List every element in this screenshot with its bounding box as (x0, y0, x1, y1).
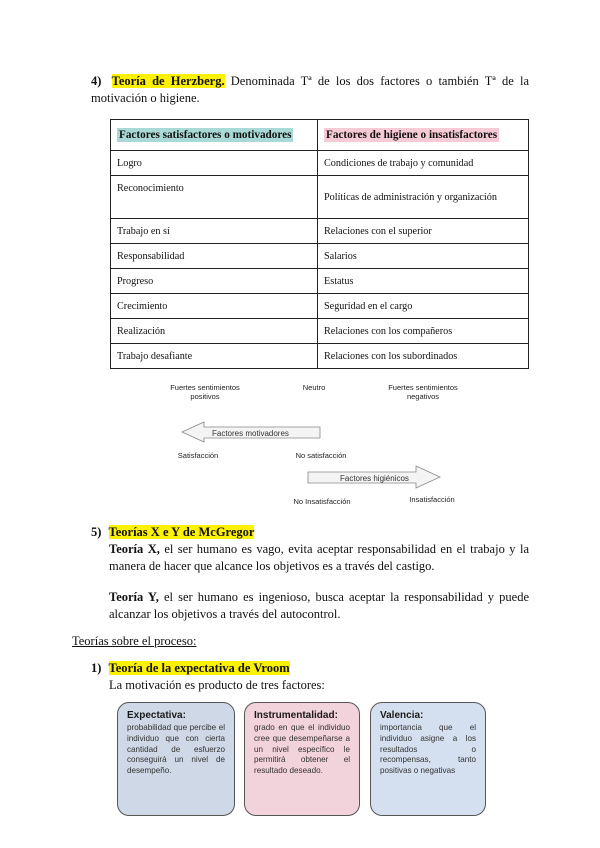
table-cell: Seguridad en el cargo (318, 294, 529, 319)
table-header-motivators: Factores satisfactores o motivadores (111, 120, 318, 151)
theory-x-label: Teoría X, (109, 542, 160, 556)
table-header-row (111, 120, 529, 151)
table-cell: Trabajo en sí (111, 219, 318, 244)
table-cell: Relaciones con los compañeros (318, 319, 529, 344)
table-row (111, 344, 529, 369)
diagram-satisfaction: Satisfacción (177, 451, 219, 460)
herzberg-table (110, 119, 529, 369)
diagram-no-satisfaction: No satisfacción (295, 451, 347, 460)
herzberg-description: Denominada Tª de los dos factores o también Tª de la motivación o higiene. (91, 74, 529, 105)
table-cell: Crecimiento (111, 294, 318, 319)
mcgregor-title: Teorías X e Y de McGregor (108, 525, 255, 539)
table-cell: Responsabilidad (111, 244, 318, 269)
diagram-neutral: Neutro (302, 383, 326, 392)
vroom-intro: La motivación es producto de tres factores: (109, 678, 325, 692)
table-cell: Condiciones de trabajo y comunidad (318, 151, 529, 176)
vroom-number: 1) (91, 661, 102, 675)
table-cell: Reconocimiento (111, 176, 318, 219)
motivators-arrow-label: Factores motivadores (212, 429, 289, 438)
hygiene-arrow-label: Factores higiénicos (340, 474, 409, 483)
table-row (111, 219, 529, 244)
herzberg-section (91, 73, 529, 107)
table-cell: Logro (111, 151, 318, 176)
card-body: importancia que el individuo asigne a los resultados o recompensas, tanto positivas o negativas (380, 723, 476, 776)
table-cell: Trabajo desafiante (111, 344, 318, 369)
mcgregor-theory-y (109, 589, 529, 623)
table-header-hygiene: Factores de higiene o insatisfactores (318, 120, 529, 151)
mcgregor-number: 5) (91, 525, 102, 539)
table-cell: Relaciones con el superior (318, 219, 529, 244)
table-cell: Estatus (318, 269, 529, 294)
card-title: Expectativa: (127, 710, 186, 721)
vroom-card-expectativa (117, 702, 235, 816)
table-row (111, 269, 529, 294)
card-title: Valencia: (380, 710, 424, 721)
table-cell: Realización (111, 319, 318, 344)
diagram-strong-positive: Fuertes sentimientos positivos (170, 383, 240, 401)
table-row (111, 319, 529, 344)
diagram-insatisfaction: Insatisfacción (409, 495, 455, 504)
table-cell: Relaciones con los subordinados (318, 344, 529, 369)
herzberg-title: Teoría de Herzberg. (111, 74, 225, 88)
vroom-card-valencia (370, 702, 486, 816)
table-row (111, 151, 529, 176)
card-body: grado en que el individuo cree que desempeñarse a un nivel específico le permitirá obtener el resultado deseado. (254, 723, 350, 776)
diagram-no-insatisfaction: No Insatisfacción (293, 497, 351, 506)
process-heading: Teorías sobre el proceso: (72, 634, 197, 648)
vroom-card-instrumentalidad (244, 702, 360, 816)
table-row (111, 244, 529, 269)
table-cell: Salarios (318, 244, 529, 269)
table-row (111, 176, 529, 219)
table-row (111, 294, 529, 319)
herzberg-number: 4) (91, 74, 102, 88)
card-title: Instrumentalidad: (254, 710, 338, 721)
mcgregor-theory-x (109, 541, 529, 575)
mcgregor-heading (91, 524, 254, 541)
theory-y-label: Teoría Y, (109, 590, 159, 604)
table-cell: Progreso (111, 269, 318, 294)
vroom-heading (91, 660, 290, 677)
theory-y-text: el ser humano es ingenioso, busca aceptar la responsabilidad y puede alcanzar los objetivos a través del autocontrol. (109, 590, 529, 621)
table-cell: Políticas de administración y organización (318, 176, 529, 219)
vroom-title: Teoría de la expectativa de Vroom (108, 661, 290, 675)
card-body: probabilidad que percibe el individuo que con cierta cantidad de esfuerzo conseguirá un nivel de desempeño. (127, 723, 225, 776)
theory-x-text: el ser humano es vago, evita aceptar responsabilidad en el trabajo y la manera de hacer que alcance los objetivos es a través del castigo. (109, 542, 529, 573)
diagram-strong-negative: Fuertes sentimientos negativos (388, 383, 458, 401)
